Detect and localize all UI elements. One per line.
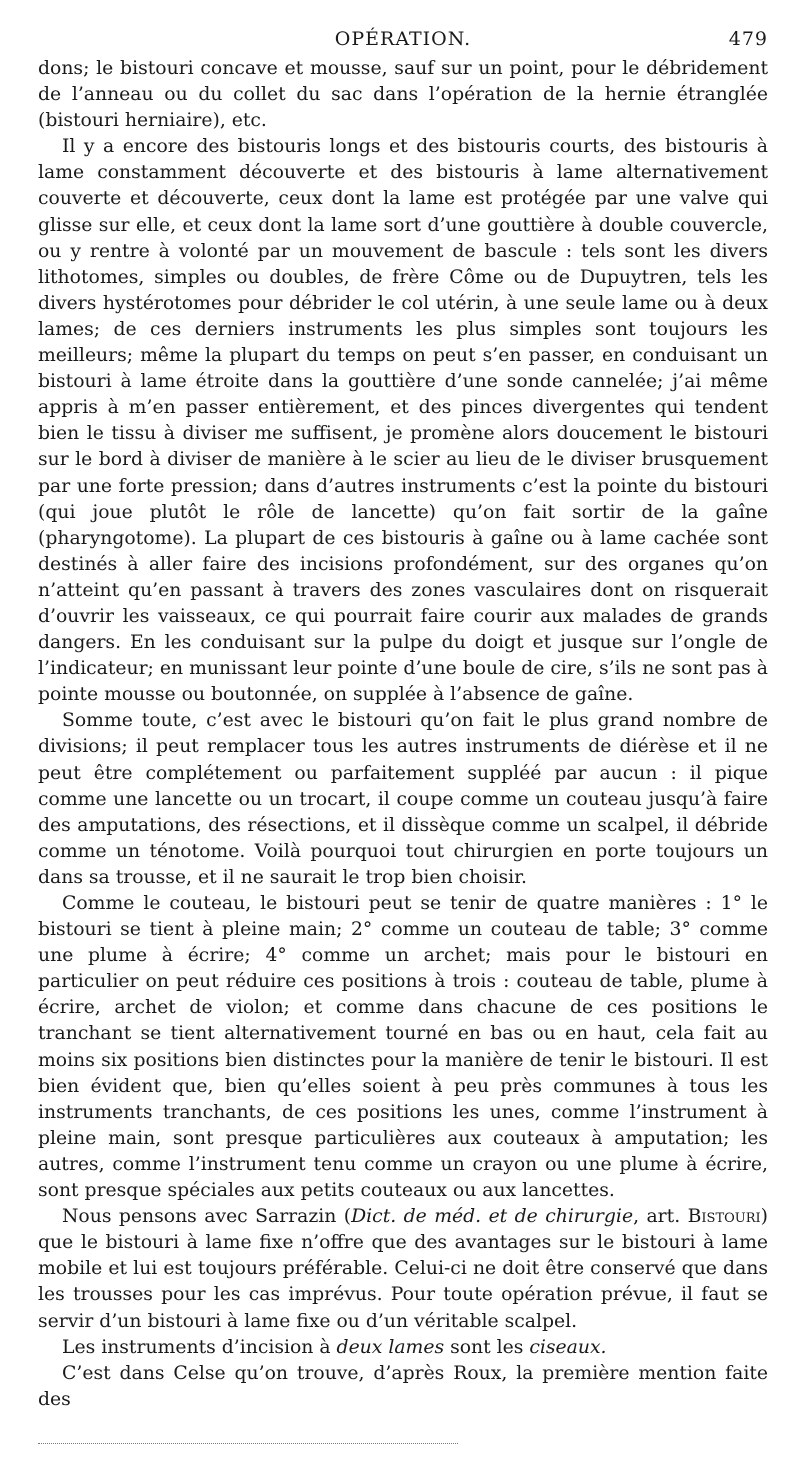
text-segment: sont les xyxy=(444,1336,530,1358)
body-text xyxy=(38,56,768,1413)
footer-rule xyxy=(38,1443,458,1444)
italic-text: ciseaux. xyxy=(529,1336,607,1358)
paragraph xyxy=(38,1361,768,1413)
text-segment: , art. xyxy=(633,1206,688,1228)
paragraph xyxy=(38,891,768,1204)
text-segment: ) que le bistouri à lame fixe n’offre que des avantages sur le bistouri à lame mobile et lui est toujours préférable. Celui-ci ne doit être conservé que dans les trousses pour les cas imprévus. Pour toute opération prévue, il faut se servir d’un bistouri à lame fixe ou d’un véritable scalpel. xyxy=(38,1206,768,1332)
text-segment: Comme le couteau, le bistouri peut se tenir de quatre manières : 1° le bistouri se tient à pleine main; 2° comme un couteau de table; 3° comme une plume à écrire; 4° comme un archet; mais pour le bistouri en particulier on peut réduire ces positions à trois : couteau de table, plume à écrire, archet de violon; et comme dans chacune de ces positions le tranchant se tient alternativement tourné en bas ou en haut, cela fait au moins six positions bien distinctes pour la manière de tenir le bistouri. Il est bien évident que, bien qu’elles soient à peu près communes à tous les instruments tranchants, de ces positions les unes, comme l’instrument à pleine main, sont presque particulières aux couteaux à amputation; les autres, comme l’instrument tenu comme un crayon ou une plume à écrire, sont presque spéciales aux petits couteaux ou aux lancettes. xyxy=(38,893,768,1202)
text-segment: Les instruments d’incision à xyxy=(62,1336,337,1358)
paragraph xyxy=(38,1335,768,1361)
text-segment: Il y a encore des bistouris longs et des bistouris courts, des bistouris à lame constamment découverte et des bistouris à lame alternativement couverte et découverte, ceux dont la lame est protégée par une valve qui glisse sur elle, et ceux dont la lame sort d’une gouttière à double couvercle, ou y rentre à volonté par un mouvement de bascule : tels sont les divers lithotomes, simples ou doubles, de frère Côme ou de Dupuytren, tels les divers hystérotomes pour débrider le col utérin, à une seule lame ou à deux lames; de ces derniers instruments les plus simples sont toujours les meilleurs; même la plupart du temps on peut s’en passer, en conduisant un bistouri à lame étroite dans la gouttière d’une sonde cannelée; j’ai même appris à m’en passer entièrement, et des pinces divergentes qui tendent bien le tissu à diviser me suffisent, je promène alors doucement le bistouri sur le bord à diviser de manière à le scier au lieu de le diviser brusquement par une forte pression; dans d’autres instruments c’est la pointe du bistouri (qui joue plutôt le rôle de lancette) qu’on fait sortir de la gaîne (pharyngotome). La plupart de ces bistouris à gaîne ou à lame cachée sont destinés à aller faire des incisions profondément, sur des organes qu’on n’atteint qu’en passant à travers des zones vasculaires dont on risquerait d’ouvrir les vaisseaux, ce qui pourrait faire courir aux malades de grands dangers. En les conduisant sur la pulpe du doigt et jusque sur l’ongle de l’indicateur; en munissant leur pointe d’une boule de cire, s’ils ne sont pas à pointe mousse ou boutonnée, on supplée à l’absence de gaîne. xyxy=(38,136,768,706)
italic-text: Dict. de méd. et de chirurgie xyxy=(351,1206,634,1228)
paragraph xyxy=(38,1204,768,1334)
paragraph xyxy=(38,56,768,134)
running-head xyxy=(38,28,768,56)
paragraph xyxy=(38,134,768,708)
page-number: 479 xyxy=(728,28,768,50)
text-segment: Nous pensons avec Sarrazin ( xyxy=(62,1206,352,1228)
book-page xyxy=(38,28,768,1413)
smallcaps-text: Bistouri xyxy=(687,1206,761,1228)
italic-text: deux lames xyxy=(336,1336,445,1358)
text-segment: C’est dans Celse qu’on trouve, d’après Roux, la première mention faite des xyxy=(38,1362,768,1410)
text-segment: dons; le bistouri concave et mousse, sauf sur un point, pour le débridement de l’anneau ou du collet du sac dans l’opération de la hernie étranglée (bistouri herniaire), etc. xyxy=(38,58,768,132)
page-title: OPÉRATION. xyxy=(334,28,472,50)
paragraph xyxy=(38,708,768,891)
text-segment: Somme toute, c’est avec le bistouri qu’on fait le plus grand nombre de divisions; il peut remplacer tous les autres instruments de diérèse et il ne peut être complétement ou parfaitement suppléé par aucun : il pique comme une lancette ou un trocart, il coupe comme un couteau jusqu’à faire des amputations, des résections, et il dissèque comme un scalpel, il débride comme un ténotome. Voilà pourquoi tout chirurgien en porte toujours un dans sa trousse, et il ne saurait le trop bien choisir. xyxy=(38,710,768,888)
